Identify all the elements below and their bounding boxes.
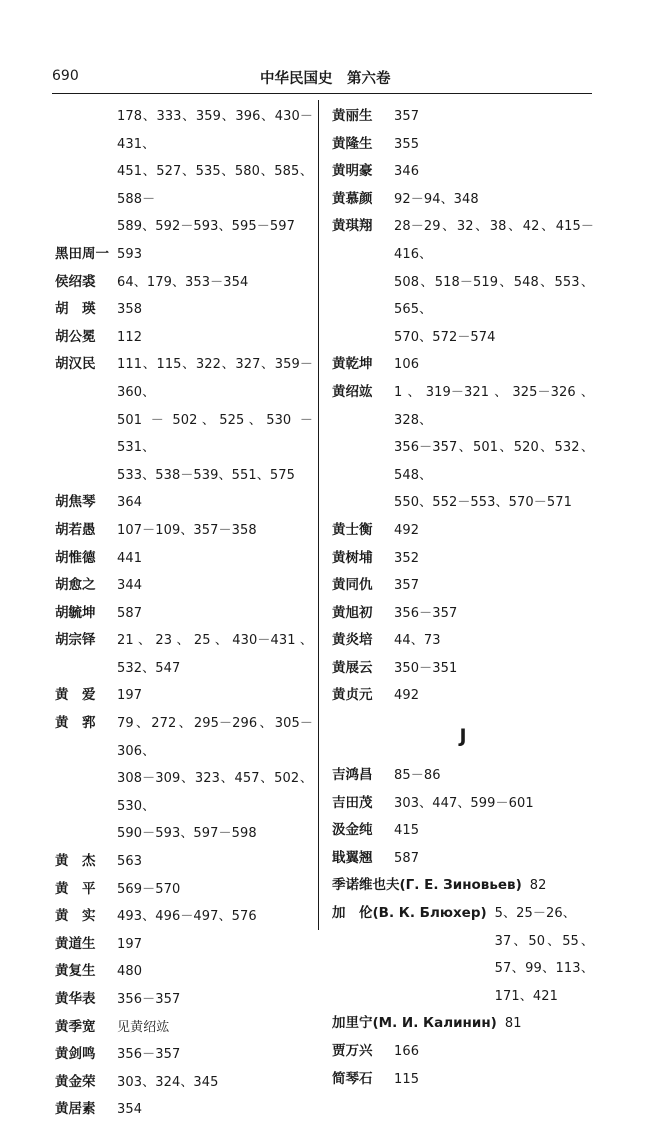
index-entry-refs: 358 [117,302,143,318]
index-entry-name: 贾万兴 [332,1043,373,1059]
index-entry-name: 黄 郛 [55,715,96,732]
index-entry-name: 黄道生 [55,935,96,952]
index-entry [332,600,594,628]
index-entry-name: 黄旭初 [332,604,373,621]
index-entry-name: 黄绍竑 [332,383,373,400]
index-entry-name: 黑田周一 [55,245,109,262]
index-entry [55,269,313,297]
index-entry-refs: 28－29、32、38、42、415－416、 508、518－519、548、553、565、 570、572－574 [394,219,594,345]
index-entry-name: 胡宗铎 [55,632,96,649]
index-entry-name: 黄季宽 [55,1018,96,1035]
index-entry-name: 黄明豪 [332,163,373,180]
index-entry [55,958,313,986]
index-entry [332,186,594,214]
index-entry-refs: 563 [117,854,143,870]
index-entry-refs: 112 [117,329,143,345]
index-entry [55,627,313,682]
index-entry-name: 黄乾坤 [332,356,373,373]
index-entry [55,1014,313,1042]
index-entry-refs: 106 [394,357,420,373]
index-entry-refs: 92－94、348 [394,191,479,207]
index-entry [332,517,594,545]
index-entry-name: 胡汉民 [55,356,96,373]
index-entry [332,545,594,573]
index-entry-name: 黄华表 [55,991,96,1007]
index-entry [332,379,594,517]
index-entry-name: 加 伦(В. К. Блюхер) [332,905,487,922]
index-entry [55,600,313,628]
index-entry-refs: 346 [394,164,420,180]
index-entry [55,103,313,241]
index-column-right [332,103,594,1093]
index-entry-refs: 352 [394,550,420,566]
index-entry-name: 胡焦琴 [55,494,96,511]
index-entry-refs: 1、319－321、325－326、328、 356－357、501、520、532、548、 550、552－553、570－571 [394,384,594,511]
index-entry-refs: 492 [394,522,420,538]
index-entry [55,903,313,931]
index-entry-name: 黄 实 [55,908,96,925]
index-entry-name: 黄炎培 [332,632,373,649]
index-entry [332,1066,594,1094]
index-entry-name: 黄居素 [55,1101,96,1118]
index-entry-refs: 357 [394,109,420,124]
index-entry-name: 吉鸿昌 [332,767,373,784]
index-entry [332,872,594,900]
index-entry-name: 黄 爱 [55,687,96,704]
index-entry-refs: 178、333、359、396、430－431、 451、527、535、580、585、588－ 589、592－593、595－597 [117,109,313,235]
index-entry-name: 黄树埔 [332,549,373,566]
index-entry [332,627,594,655]
index-entry-refs: 350－351 [394,660,458,676]
header-rule [52,93,592,94]
index-entry-name: 季诺维也夫(Г. Е. Зиновьев) [332,877,522,894]
index-entry-name: 黄慕颜 [332,190,373,207]
index-entry-refs: 21、23、25、430－431、532、547 [117,633,313,676]
index-entry-name: 吉田茂 [332,794,373,811]
index-entry-refs: 197 [117,936,143,952]
index-entry [332,762,594,790]
index-entry-refs: 356－357 [394,605,458,621]
index-entry-refs: 见黄绍竑 [117,1019,170,1035]
index-entry-refs: 85－86 [394,768,441,784]
index-entry-refs: 355 [394,136,420,152]
index-entry [332,845,594,873]
index-entry [332,900,594,1010]
index-entry [55,241,313,269]
index-entry-refs: 415 [394,823,420,839]
index-entry-refs: 303、447、599－601 [394,795,534,811]
index-entry [55,710,313,848]
index-entry-refs: 480 [117,964,143,980]
index-entry [332,682,594,710]
index-entry-name: 黄琪翔 [332,218,373,235]
index-entry-refs: 492 [394,688,420,704]
index-entry-name: 简琴石 [332,1070,373,1087]
index-entry-refs: 356－357 [117,992,181,1007]
index-entry-refs: 364 [117,495,143,511]
index-entry-refs: 166 [394,1044,420,1059]
index-entry [332,131,594,159]
page-number: 690 [52,68,79,84]
index-entry [55,876,313,904]
index-letter-heading: J [459,725,467,748]
index-entry-name: 黄 杰 [55,853,96,870]
index-entry [332,351,594,379]
index-entry-name: 黄隆生 [332,135,373,152]
index-entry-refs: 81 [504,1016,522,1032]
index-entry-refs: 357 [394,578,420,594]
index-entry [332,655,594,683]
index-entry [332,213,594,351]
index-entry-name: 胡 瑛 [55,301,96,318]
index-entry-name: 黄展云 [332,659,373,676]
index-entry [55,931,313,959]
index-column-left [55,103,313,1124]
index-entry-refs: 197 [117,688,143,704]
index-entry-name: 黄金荣 [55,1073,96,1090]
index-entry-refs: 356－357 [117,1047,181,1063]
index-entry-refs: 587 [394,850,420,866]
index-entry-name: 黄丽生 [332,108,373,124]
index-entry-refs: 5、25－26、 37、50、55、57、99、113、171、421 [494,906,594,1004]
index-entry [55,324,313,352]
index-entry-name: 胡毓坤 [55,604,96,621]
column-divider [318,100,319,930]
index-entry [55,351,313,489]
index-entry [332,103,594,131]
index-entry-refs: 115 [394,1071,420,1087]
index-entry [332,1010,594,1038]
index-entry-name: 胡惟德 [55,549,96,566]
index-entry-refs: 82 [529,878,547,894]
index-entry-refs: 111、115、322、327、359－360、 501 － 502、525、530 － 531、 533、538－539、551、575 [117,357,313,483]
index-entry-refs: 354 [117,1102,143,1118]
index-entry-refs: 107－109、357－358 [117,522,257,538]
index-entry-name: 侯绍裘 [55,273,96,290]
index-entry-name: 胡公冕 [55,328,96,345]
index-entry-name: 加里宁(М. И. Калинин) [332,1015,497,1032]
index-entry [55,545,313,573]
index-entry-name: 黄士衡 [332,521,373,538]
index-entry-name: 黄复生 [55,963,96,980]
index-entry-name: 汲金纯 [332,822,373,839]
index-entry-refs: 441 [117,550,143,566]
index-entry-refs: 493、496－497、576 [117,909,257,925]
index-entry-refs: 79、272、295－296、305－306、 308－309、323、457、502、530、 590－593、597－598 [117,716,313,842]
index-entry [55,1096,313,1124]
index-entry-refs: 344 [117,578,143,594]
index-entry-name: 黄贞元 [332,687,373,704]
index-entry-name: 胡愈之 [55,577,96,594]
page-header [52,68,592,90]
index-entry [332,158,594,186]
index-entry [332,817,594,845]
index-entry-refs: 587 [117,605,143,621]
index-entry-name: 戢翼翘 [332,849,373,866]
index-entry-refs: 593 [117,246,143,262]
index-entry-refs: 569－570 [117,881,181,897]
index-entry-refs: 303、324、345 [117,1074,219,1090]
index-entry [55,848,313,876]
index-entry [332,572,594,600]
index-entry [55,1069,313,1097]
index-entry [332,1038,594,1066]
index-entry [55,517,313,545]
index-entry [55,489,313,517]
running-title: 中华民国史 第六卷 [260,71,391,87]
index-entry [55,296,313,324]
index-entry [55,572,313,600]
index-entry-name: 黄剑鸣 [55,1046,96,1063]
index-entry-refs: 44、73 [394,633,441,649]
index-entry-name: 黄同仇 [332,577,373,594]
index-entry [332,790,594,818]
index-entry-refs: 64、179、353－354 [117,274,249,290]
index-entry-name: 胡若愚 [55,521,96,538]
index-entry [55,682,313,710]
index-entry [55,1041,313,1069]
index-entry-name: 黄 平 [55,880,96,897]
